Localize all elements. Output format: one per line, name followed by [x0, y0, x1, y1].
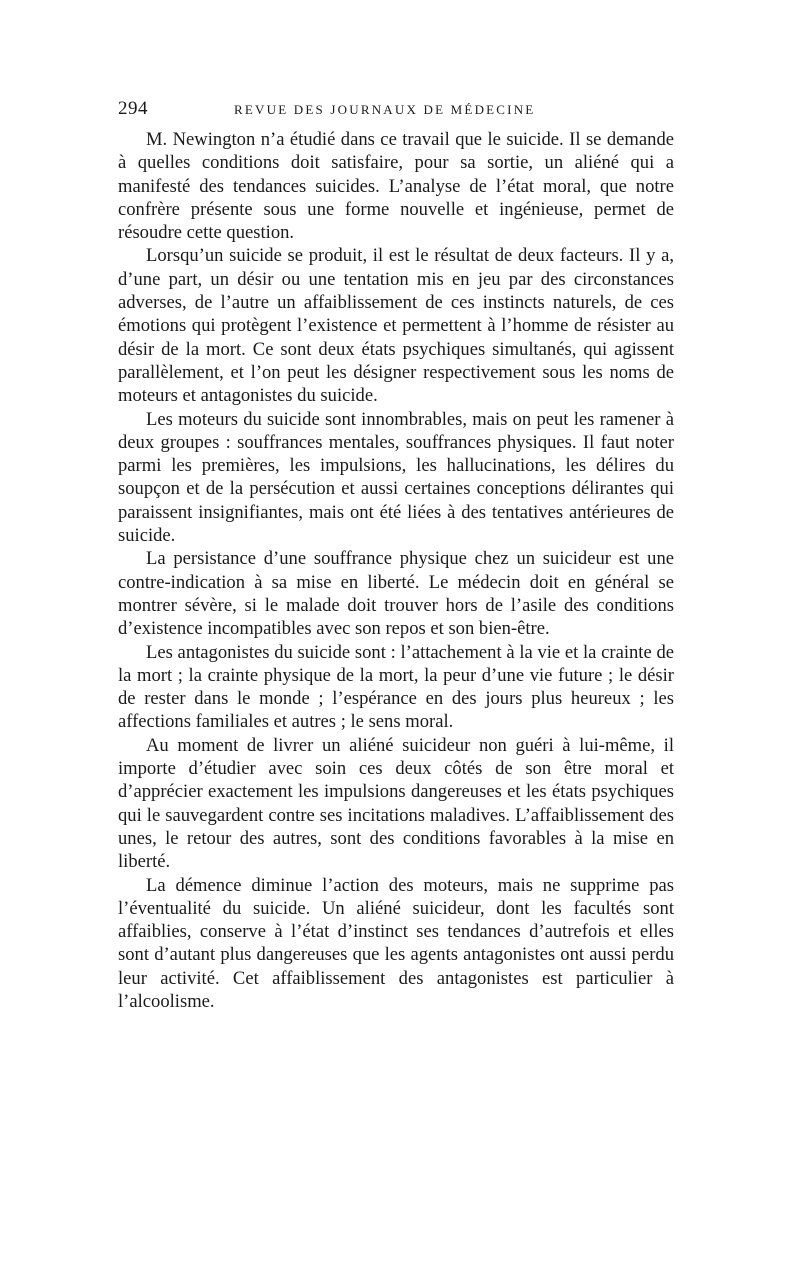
journal-title: REVUE DES JOURNAUX DE MÉDECINE [234, 102, 536, 117]
paragraph: Au moment de livrer un aliéné suicideur non guéri à lui-même, il importe d’étudier avec soin ces deux côtés de son être moral et d’apprécier exactement les impulsions dangereuses et les états psychiques qui le sauvegardent contre ses incitations maladives. L’affaiblissement des unes, le retour des autres, sont des conditions favorables à la mise en liberté. [118, 734, 674, 873]
paragraph: Lorsqu’un suicide se produit, il est le résultat de deux facteurs. Il y a, d’une part, un désir ou une tentation mis en jeu par des circonstances adverses, de l’autre un affaiblissement de ces instincts naturels, de ces émotions qui protègent l’existence et permettent à l’homme de résister au désir de la mort. Ce sont deux états psychiques simultanés, qui agissent parallèlement, et l’on peut les désigner respectivement sous les noms de moteurs et antagonistes du suicide. [118, 245, 674, 407]
paragraph: Les antagonistes du suicide sont : l’attachement à la vie et la crainte de la mort ; la crainte physique de la mort, la peur d’une vie future ; le désir de rester dans le monde ; l’espérance en des jours plus heureux ; les affections familiales et autres ; le sens moral. [118, 641, 674, 733]
paragraph: La démence diminue l’action des moteurs, mais ne supprime pas l’éventualité du suicide. Un aliéné suicideur, dont les facultés sont affaiblies, conserve à l’état d’instinct ses tendances d’autrefois et elles sont d’autant plus dangereuses que les agents antagonistes ont aussi perdu leur activité. Cet affaiblissement des antagonistes est particulier à l’alcoolisme. [118, 874, 674, 1012]
running-head [118, 98, 678, 122]
paragraph: Les moteurs du suicide sont innombrables, mais on peut les ramener à deux groupes : souffrances mentales, souffrances physiques. Il faut noter parmi les premières, les impulsions, les hallucinations, les délires du soupçon et de la persécution et aussi certaines conceptions délirantes qui paraissent insignifiantes, mais ont été liées à des tentatives antérieures de suicide. [118, 408, 674, 547]
paragraph: La persistance d’une souffrance physique chez un suicideur est une contre-indication à sa mise en liberté. Le médecin doit en général se montrer sévère, si le malade doit trouver hors de l’asile des conditions d’existence incompatibles avec son repos et son bien-être. [118, 548, 674, 640]
paragraph: M. Newington n’a étudié dans ce travail que le suicide. Il se demande à quelles conditions doit satisfaire, pour sa sortie, un aliéné qui a manifesté des tendances suicides. L’analyse de l’état moral, que notre confrère présente sous une forme nouvelle et ingénieuse, permet de résoudre cette question. [118, 129, 674, 244]
page-number: 294 [118, 98, 148, 119]
article-body [118, 128, 674, 1013]
